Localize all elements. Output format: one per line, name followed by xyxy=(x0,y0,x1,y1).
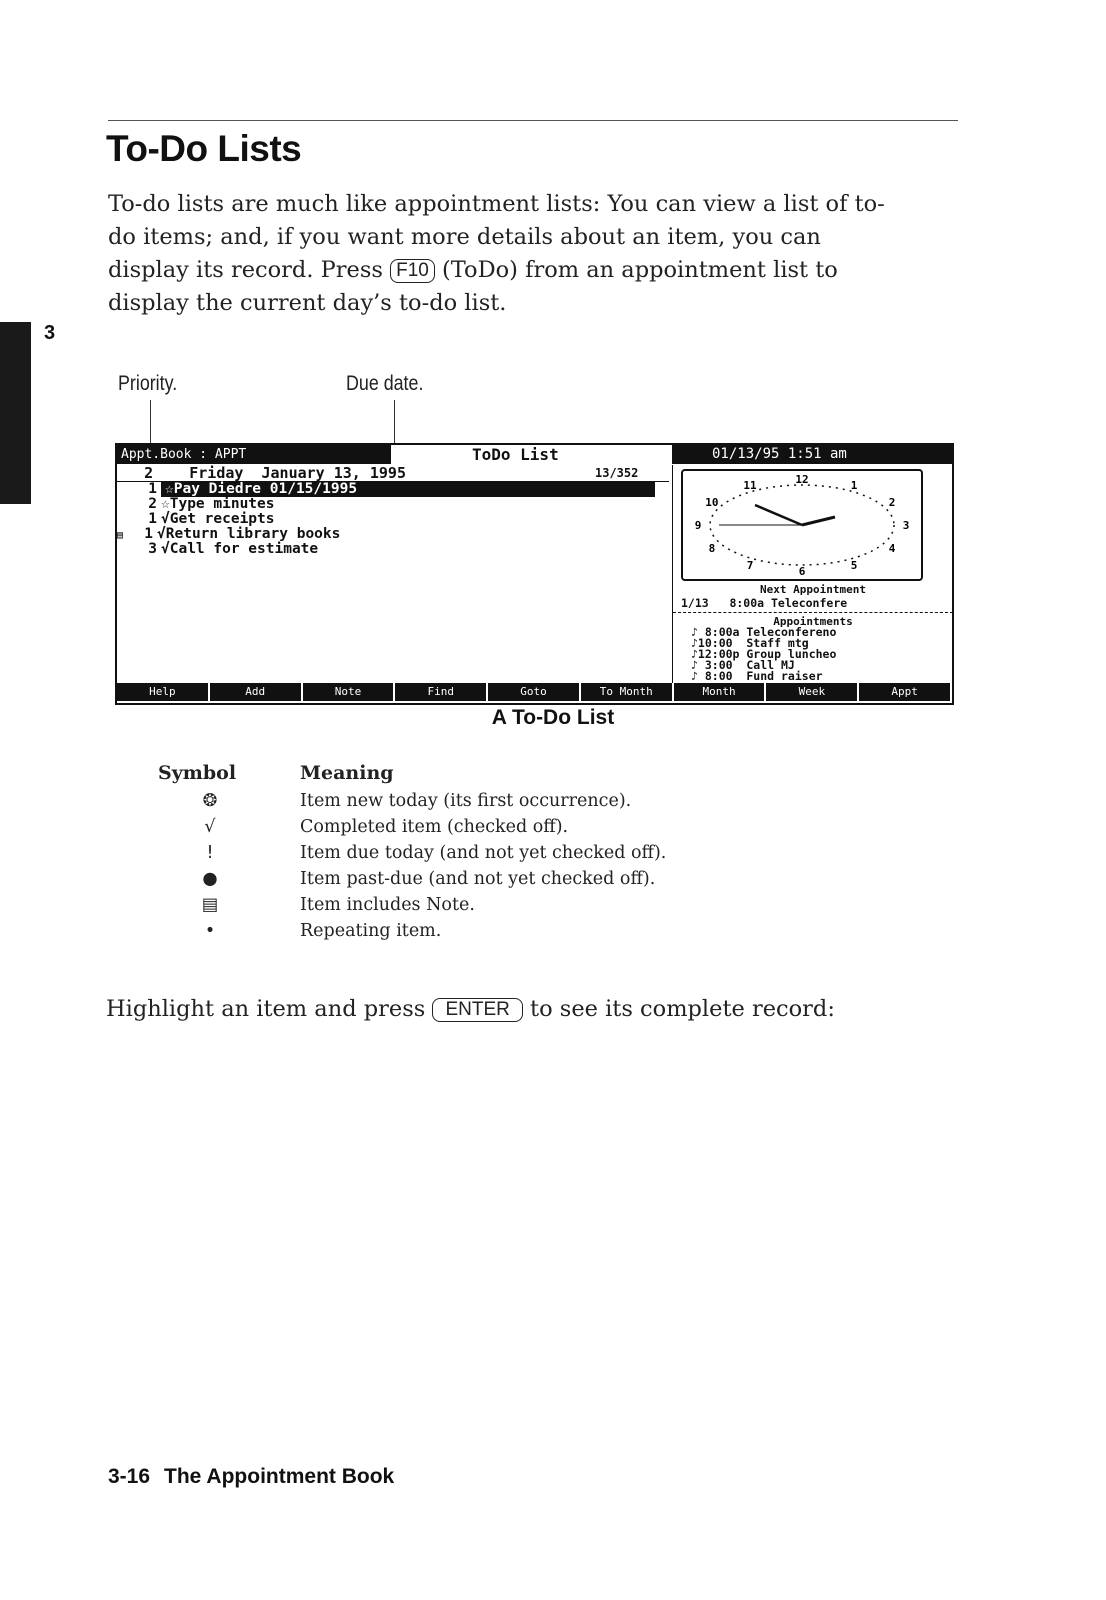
fkey-add[interactable]: Add xyxy=(210,683,303,701)
highlight-text-after: to see its complete record: xyxy=(522,996,835,1022)
todo-text xyxy=(161,497,275,512)
legend-symbol-icon: • xyxy=(204,921,216,941)
legend-symbol-cell xyxy=(158,918,300,944)
symbol-header: Symbol xyxy=(158,762,237,784)
note-icon: ▤ xyxy=(117,530,124,541)
todo-label: Pay Diedre 01/15/1995 xyxy=(173,481,358,497)
new-item-icon: ☆ xyxy=(165,481,174,497)
appointment-entry[interactable]: ♪10:00 Staff mtg xyxy=(691,636,809,650)
legend-symbol-icon: ❂ xyxy=(202,791,218,811)
legend-meaning: Item includes Note. xyxy=(300,895,475,915)
todo-row[interactable] xyxy=(117,497,669,512)
figure-caption: A To-Do List xyxy=(491,706,615,729)
todo-priority: 2 xyxy=(148,496,157,512)
todo-priority: 1 xyxy=(148,511,157,527)
top-rule xyxy=(108,120,958,121)
legend-meaning: Repeating item. xyxy=(300,921,442,941)
fkey-goto[interactable]: Goto xyxy=(488,683,581,701)
fkey-help[interactable]: Help xyxy=(117,683,210,701)
clock-number: 2 xyxy=(888,496,896,509)
todo-row[interactable] xyxy=(117,512,669,527)
legend-row xyxy=(158,892,858,918)
legend-row xyxy=(158,840,858,866)
legend-meaning: Item due today (and not yet checked off). xyxy=(300,843,667,863)
clock-number: 3 xyxy=(902,519,910,532)
item-count: 13/352 xyxy=(595,466,639,480)
todo-priority: 1 xyxy=(148,481,157,497)
todo-row[interactable] xyxy=(117,527,669,542)
clock-number: 12 xyxy=(795,473,809,486)
clock-number: 5 xyxy=(850,558,858,572)
page-number: 3-16 xyxy=(108,1465,151,1488)
check-icon: √ xyxy=(157,526,166,542)
clock-number: 7 xyxy=(746,558,754,572)
new-item-icon: ☆ xyxy=(161,496,170,512)
fkey-note[interactable]: Note xyxy=(303,683,396,701)
highlight-instruction xyxy=(106,996,835,1022)
highlight-text-before: Highlight an item and press xyxy=(106,996,433,1022)
clock-face xyxy=(683,471,921,579)
legend-meaning: Item past-due (and not yet checked off). xyxy=(300,869,656,889)
clock-number: 1 xyxy=(850,479,858,493)
legend-symbol-icon: √ xyxy=(204,817,216,837)
check-icon: √ xyxy=(161,511,170,527)
todo-row[interactable] xyxy=(117,542,669,557)
todo-label: Type minutes xyxy=(169,496,275,512)
todo-label: Call for estimate xyxy=(169,541,319,557)
clock-number: 8 xyxy=(708,542,716,555)
legend-meaning: Item new today (its first occurrence). xyxy=(300,791,632,811)
todo-text xyxy=(161,482,655,497)
clock-hour-hand xyxy=(755,505,802,525)
legend-symbol-icon: ● xyxy=(202,869,218,889)
todo-text xyxy=(161,542,318,557)
appointment-entry[interactable]: ♪ 8:00 Fund raiser xyxy=(691,669,823,683)
todo-priority: 1 xyxy=(144,526,154,542)
appointment-entry[interactable]: ♪ 8:00a Teleconfereno xyxy=(691,625,837,639)
function-key-bar xyxy=(117,683,952,701)
symbol-legend-table xyxy=(158,762,858,944)
todo-list xyxy=(117,482,669,557)
chapter-number: 3 xyxy=(44,322,56,344)
todo-row[interactable] xyxy=(117,482,669,497)
intro-text-before: To-do lists are much like appointment lists: You can view a list of to-do items; and, if you want more details about an item, you can display its record. Press xyxy=(108,191,885,283)
enter-key: ENTER xyxy=(432,998,522,1022)
analog-clock xyxy=(681,469,923,581)
appointments-list xyxy=(691,627,951,682)
legend-row xyxy=(158,814,858,840)
legend-symbol-cell xyxy=(158,892,300,918)
legend-symbol-icon: ▤ xyxy=(201,895,219,915)
fkey-find[interactable]: Find xyxy=(395,683,488,701)
legend-symbol-cell xyxy=(158,840,300,866)
legend-meaning: Completed item (checked off). xyxy=(300,817,569,837)
screen-title-bar xyxy=(117,445,952,465)
page-footer xyxy=(108,1465,394,1489)
todo-text xyxy=(157,527,340,542)
intro-paragraph xyxy=(108,188,908,320)
todo-label: Return library books xyxy=(165,526,341,542)
appointment-entry[interactable]: ♪ 3:00 Call MJ xyxy=(691,658,795,672)
legend-row xyxy=(158,918,858,944)
fkey-month[interactable]: Month xyxy=(674,683,767,701)
todo-priority: 3 xyxy=(148,541,157,557)
clock-number: 6 xyxy=(798,565,806,578)
date-time-bar: 01/13/95 1:51 am xyxy=(672,445,952,464)
next-appointment: 1/13 8:00a Teleconfere xyxy=(681,596,848,610)
todo-label: Get receipts xyxy=(169,511,275,527)
legend-row xyxy=(158,788,858,814)
f10-key: F10 xyxy=(390,259,435,283)
meaning-header: Meaning xyxy=(300,762,394,784)
todo-text xyxy=(161,512,275,527)
appointments-heading: Appointments xyxy=(673,612,953,628)
callout-due-date: Due date. xyxy=(346,372,424,395)
intro-text-after: (ToDo) from an appointment list to display the current day’s to-do list. xyxy=(108,257,838,316)
fkey-to-month[interactable]: To Month xyxy=(581,683,674,701)
legend-symbol-icon: ! xyxy=(206,843,214,863)
legend-symbol-cell xyxy=(158,866,300,892)
legend-symbol-cell xyxy=(158,788,300,814)
section-name: The Appointment Book xyxy=(164,1465,395,1488)
next-appointment-heading: Next Appointment xyxy=(760,583,866,596)
clock-minute-hand xyxy=(802,517,835,525)
todo-screen xyxy=(115,443,954,705)
fkey-appt[interactable]: Appt xyxy=(859,683,952,701)
clock-number: 4 xyxy=(888,542,896,555)
date-line: 2 Friday January 13, 1995 xyxy=(117,465,669,482)
page-title: To-Do Lists xyxy=(106,128,302,169)
window-title: ToDo List xyxy=(472,445,559,464)
app-tab[interactable]: Appt.Book : APPT xyxy=(117,445,391,464)
clock-number: 10 xyxy=(705,496,719,509)
check-icon: √ xyxy=(161,541,170,557)
appointment-entry[interactable]: ♪12:00p Group luncheo xyxy=(691,647,837,661)
legend-row xyxy=(158,866,858,892)
legend-symbol-cell xyxy=(158,814,300,840)
fkey-week[interactable]: Week xyxy=(766,683,859,701)
chapter-thumb-tab xyxy=(0,322,31,504)
callout-priority: Priority. xyxy=(118,372,178,395)
clock-number: 9 xyxy=(694,519,702,532)
side-panel xyxy=(672,465,953,683)
clock-number: 11 xyxy=(743,479,757,493)
